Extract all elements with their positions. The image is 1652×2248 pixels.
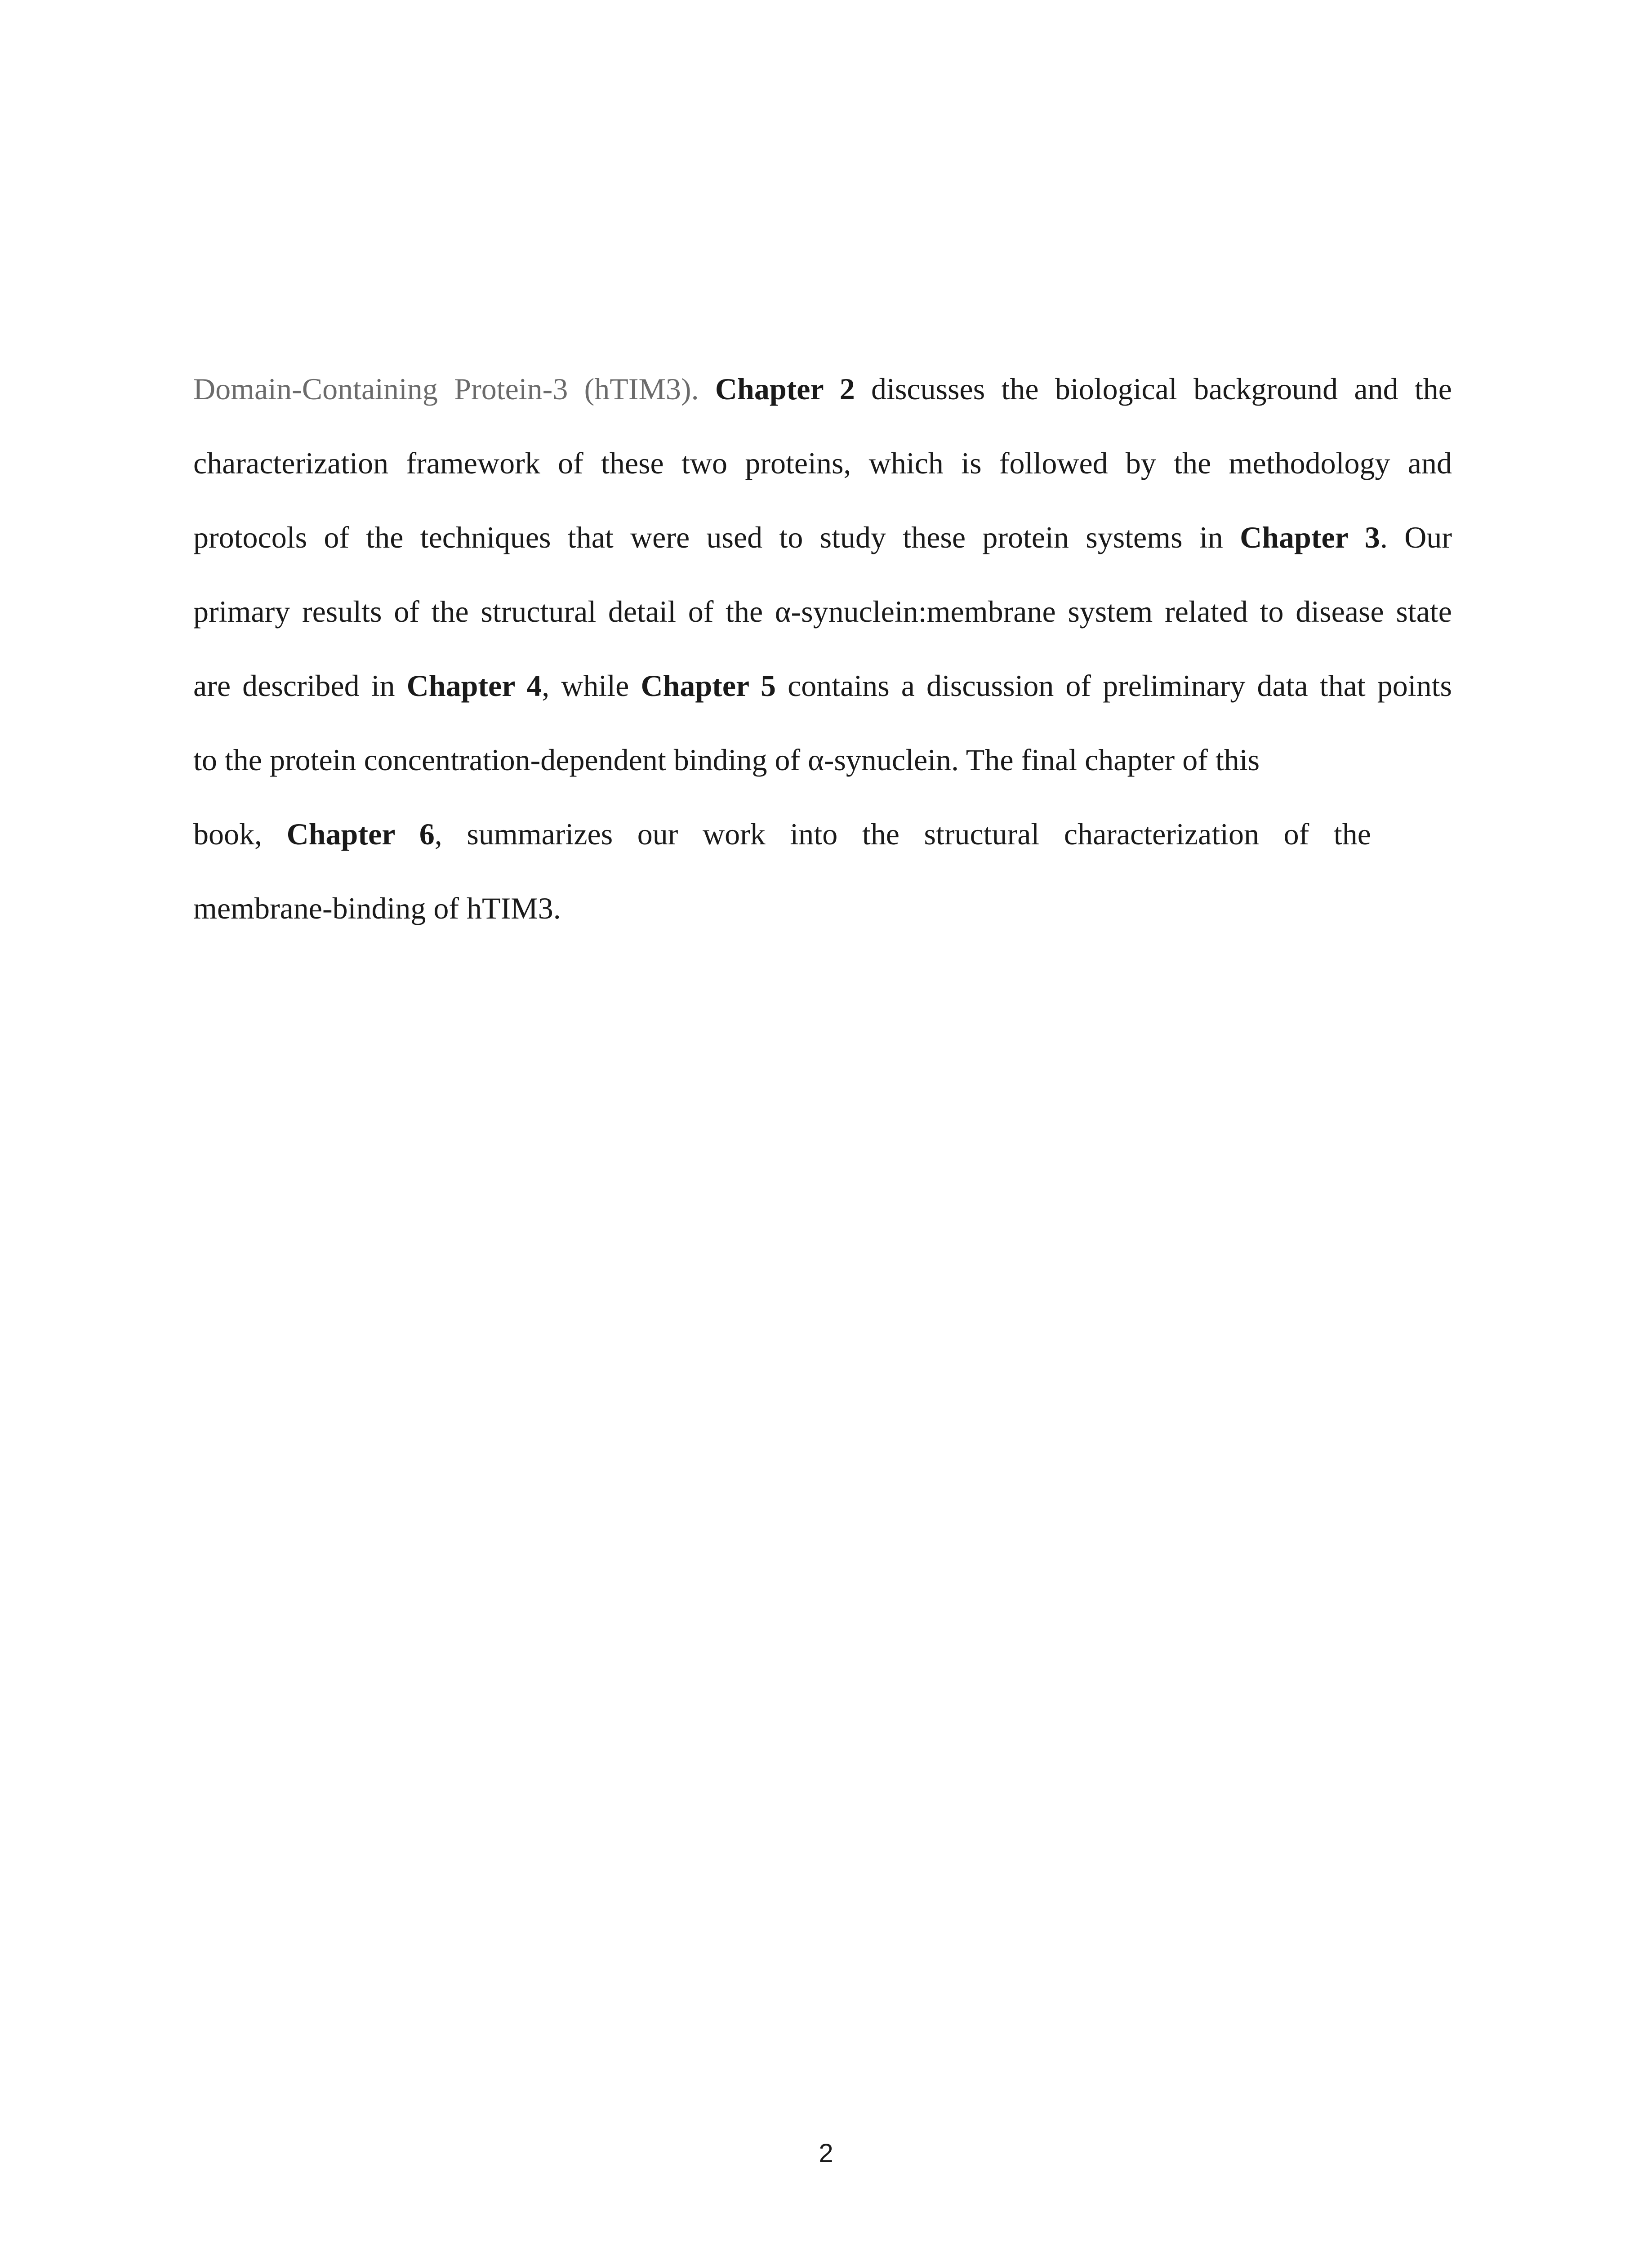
text-fragment: to the protein concentration-dependent binding of α-synuclein. The final chapter of this <box>193 743 1260 777</box>
text-fragment: Domain-Containing Protein-3 (hTIM3). <box>193 372 699 406</box>
text-line-2 <box>193 438 1452 488</box>
text-line-1 <box>193 364 1452 414</box>
text-fragment: are described in <box>193 669 395 703</box>
page-number: 2 <box>819 2139 833 2168</box>
text-fragment: contains a discussion of preliminary data that points <box>788 669 1452 703</box>
text-fragment: , summarizes our work into the structural characterization of the <box>434 817 1371 851</box>
text-fragment: . Our <box>1380 520 1452 554</box>
text-fragment: book, <box>193 817 262 851</box>
text-fragment: membrane-binding of hTIM3. <box>193 891 561 925</box>
chapter-2-reference: Chapter 2 <box>715 372 855 406</box>
text-fragment: primary results of the structural detail of the α-synuclein:membrane system related to disease state <box>193 594 1452 629</box>
text-line-7 <box>193 809 1371 859</box>
text-fragment: protocols of the techniques that were used to study these protein systems in <box>193 520 1223 554</box>
chapter-4-reference: Chapter 4 <box>406 669 542 703</box>
text-line-8 <box>193 883 1452 933</box>
chapter-6-reference: Chapter 6 <box>286 817 435 851</box>
text-fragment: characterization framework of these two proteins, which is followed by the methodology and <box>193 446 1452 480</box>
text-line-6 <box>193 735 1452 785</box>
text-line-3 <box>193 513 1452 562</box>
chapter-3-reference: Chapter 3 <box>1240 520 1380 554</box>
text-fragment: discusses the biological background and the <box>871 372 1452 406</box>
text-fragment: , while <box>542 669 629 703</box>
text-line-5 <box>193 661 1452 710</box>
text-line-4 <box>193 587 1452 636</box>
chapter-5-reference: Chapter 5 <box>641 669 776 703</box>
